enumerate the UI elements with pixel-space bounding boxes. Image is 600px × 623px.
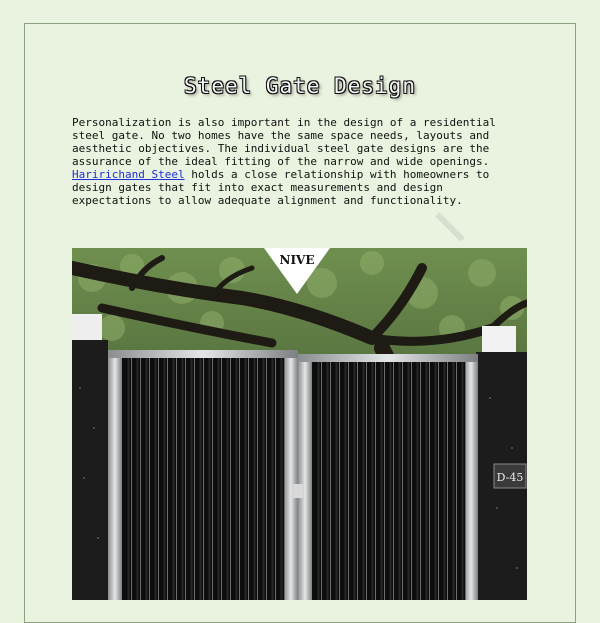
gate-bar-highlight [140, 358, 141, 600]
gate-bar [451, 362, 456, 600]
gate-bar [433, 362, 438, 600]
gate-bar-highlight [158, 358, 159, 600]
left-pillar-light [72, 314, 102, 342]
gate-bar [135, 358, 140, 600]
gate-bar-highlight [456, 362, 457, 600]
gate-bar-highlight [348, 362, 349, 600]
left-pillar [72, 340, 108, 600]
gate-bar-highlight [284, 358, 285, 600]
right-pillar-light [482, 326, 516, 354]
gate-bar-highlight [212, 358, 213, 600]
gate-bar [370, 362, 375, 600]
gate-bar [261, 358, 266, 600]
address-plate-text: D-45 [496, 471, 524, 484]
gate-bar [162, 358, 167, 600]
gate-bar-highlight [257, 358, 258, 600]
gate-bar [334, 362, 339, 600]
gate-bar-highlight [239, 358, 240, 600]
gate-bar-highlight [330, 362, 331, 600]
gate-bar-highlight [438, 362, 439, 600]
gate-bar-highlight [321, 362, 322, 600]
gate-bar [126, 358, 131, 600]
gate-bar-highlight [275, 358, 276, 600]
paragraph-text-start: Personalization is also important in the design of a residential steel gate. No two homes have the same space needs, layouts and aesthetic objectives. The individual steel gate designs are the assurance of the ideal fitting of the narrow and wide openings. [72, 116, 496, 168]
gate-bar [270, 358, 275, 600]
gate-bar [252, 358, 257, 600]
gate-bar-highlight [465, 362, 466, 600]
haririchand-steel-link[interactable]: Haririchand Steel [72, 168, 185, 181]
gate-bar [424, 362, 429, 600]
gate-bar [388, 362, 393, 600]
gate-bar-highlight [131, 358, 132, 600]
gate-bar [180, 358, 185, 600]
gate-bar [171, 358, 176, 600]
gate-bar-highlight [375, 362, 376, 600]
gate-bar [279, 358, 284, 600]
gate-bar-highlight [203, 358, 204, 600]
gate-bar-highlight [176, 358, 177, 600]
gate-bar [225, 358, 230, 600]
gate-bar-highlight [420, 362, 421, 600]
gate-bar [343, 362, 348, 600]
gate-bar [361, 362, 366, 600]
gate-bar [352, 362, 357, 600]
logo-text: NIVE [279, 253, 315, 267]
gate-illustration [72, 248, 527, 600]
gate-bar [189, 358, 194, 600]
gate-bar [379, 362, 384, 600]
gate-bar [442, 362, 447, 600]
gate-bar-highlight [248, 358, 249, 600]
gate-bar [216, 358, 221, 600]
gate-bar-highlight [266, 358, 267, 600]
gate-bar-highlight [357, 362, 358, 600]
gate-bar [316, 362, 321, 600]
paragraph-text-end: holds a close relationship with homeowners to design gates that fit into exact measurements and design expectations to allow adequate alignment and functionality. [72, 168, 490, 207]
gate-bar-highlight [429, 362, 430, 600]
gate-bar-highlight [167, 358, 168, 600]
gate-bar [406, 362, 411, 600]
gate-handle [293, 484, 303, 498]
gate-bar-highlight [384, 362, 385, 600]
page-title: Steel Gate Design [184, 74, 416, 98]
gate-bar [397, 362, 402, 600]
steel-gate-photo [72, 248, 527, 600]
gate-bar-highlight [339, 362, 340, 600]
gate-bar [153, 358, 158, 600]
gate-bar [415, 362, 420, 600]
gate-bar [198, 358, 203, 600]
gate-bar [207, 358, 212, 600]
gate-bar-highlight [393, 362, 394, 600]
gate-bar [325, 362, 330, 600]
gate-bar-highlight [149, 358, 150, 600]
gate-bar [234, 358, 239, 600]
gate-bar-highlight [411, 362, 412, 600]
gate-bar-highlight [230, 358, 231, 600]
gate-bar [243, 358, 248, 600]
gate-bar [144, 358, 149, 600]
gate-bar-highlight [366, 362, 367, 600]
gate-bar-highlight [447, 362, 448, 600]
gate-bar [460, 362, 465, 600]
gate-bar-highlight [185, 358, 186, 600]
body-paragraph [72, 116, 512, 207]
gate-bar-highlight [221, 358, 222, 600]
gate-bar-highlight [194, 358, 195, 600]
gate-bar-highlight [402, 362, 403, 600]
